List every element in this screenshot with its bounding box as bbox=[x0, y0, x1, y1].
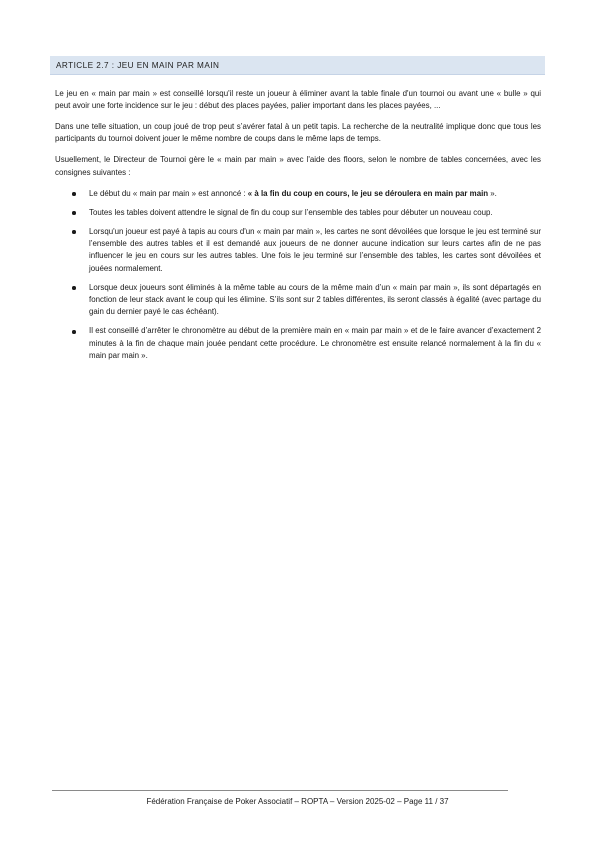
paragraph: Dans une telle situation, un coup joué de trop peut s’avérer fatal à un petit tapis. La recherche de la neutralité implique donc que tous les participants du tournoi doivent jouer le même nombre de coups dans le même laps de temps. bbox=[55, 122, 541, 144]
list-item-emphasis: « à la fin du coup en cours, le jeu se déroulera en main par main bbox=[247, 188, 489, 198]
bullet-icon bbox=[72, 330, 76, 334]
instruction-list bbox=[55, 188, 541, 363]
bullet-icon bbox=[72, 211, 76, 215]
list-item bbox=[55, 188, 541, 200]
list-item-text: Lorsque deux joueurs sont éliminés à la même table au cours de la même main d’un « main par main », ils sont départagés en fonction de leur stack avant le coup qui les élimine. S’ils sont sur 2 tables différentes, ils seront classés à égalité (avec partage du gain du dernier payé le cas échéant). bbox=[89, 282, 541, 317]
page-footer bbox=[0, 797, 595, 806]
paragraph: Usuellement, le Directeur de Tournoi gère le « main par main » avec l'aide des floors, selon le nombre de tables concernées, avec les consignes suivantes : bbox=[55, 155, 541, 177]
article-title: ARTICLE 2.7 : JEU EN MAIN PAR MAIN bbox=[56, 61, 220, 70]
footer-text: Fédération Française de Poker Associatif – ROPTA – Version 2025-02 – Page 11 / 37 bbox=[146, 797, 449, 806]
article-body bbox=[55, 88, 541, 369]
list-item-text: Le début du « main par main » est annoncé : bbox=[89, 188, 248, 198]
list-item-text: Lorsqu'un joueur est payé à tapis au cours d'un « main par main », les cartes ne sont dévoilées que lorsque le jeu est terminé sur l’ensemble des autres tables et il est demandé aux joueurs de ne donner aucune indication sur leurs cartes afin de ne pas influencer le jeu en cours sur les autres tables. Une fois le jeu terminé sur l’ensemble des tables, les cartes sont dévoilées et jouées normalement. bbox=[89, 226, 541, 273]
paragraph: Le jeu en « main par main » est conseillé lorsqu'il reste un joueur à éliminer avant la table finale d'un tournoi ou avant une « bulle » qui peut avoir une forte incidence sur le jeu : début des places payées, palier important dans les places payées, ... bbox=[55, 89, 541, 111]
bullet-icon bbox=[72, 192, 76, 196]
list-item bbox=[55, 207, 541, 219]
footer-divider bbox=[52, 790, 508, 791]
list-item-text-end: ». bbox=[488, 188, 497, 198]
bullet-icon bbox=[72, 286, 76, 290]
list-item-text: Toutes les tables doivent attendre le signal de fin du coup sur l’ensemble des tables pour débuter un nouveau coup. bbox=[89, 207, 493, 217]
bullet-icon bbox=[72, 230, 76, 234]
list-item bbox=[55, 282, 541, 319]
list-item-text: Il est conseillé d’arrêter le chronomètre au début de la première main en « main par main » et de le faire avancer d’exactement 2 minutes à la fin de chaque main jouée pendant cette procédure. Le chronomètre est ensuite relancé normalement à la fin du « main par main ». bbox=[89, 326, 541, 361]
list-item bbox=[55, 325, 541, 362]
list-item bbox=[55, 226, 541, 275]
article-heading bbox=[50, 56, 545, 75]
